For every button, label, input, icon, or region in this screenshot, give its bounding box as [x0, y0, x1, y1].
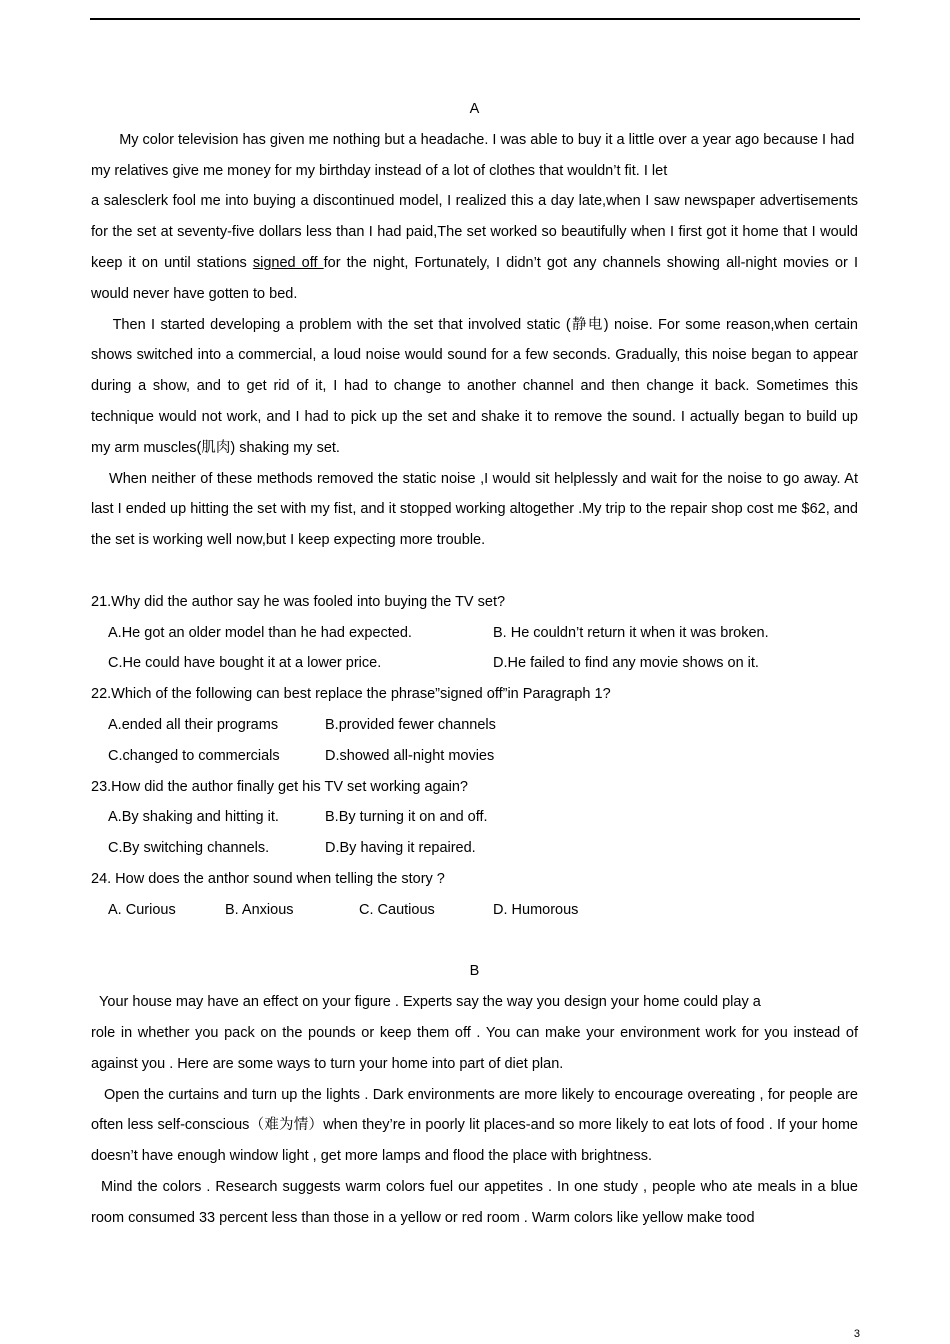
option-a: A. Curious — [108, 901, 176, 918]
section-b-paragraph-1-line-1: Your house may have an effect on your figure . Experts say the way you design your home could play a — [91, 994, 761, 1011]
section-b-paragraph-1-rest: role in whether you pack on the pounds or keep them off . You can make your environment work for you instead of against you . Here are some ways to turn your home into part of diet plan. — [91, 1024, 858, 1072]
option-a: A.By shaking and hitting it. — [108, 809, 279, 826]
option-b: B. Anxious — [225, 901, 294, 918]
section-a-paragraph-1-part-1: My color television has given me nothing but a headache. I was able to buy it a little over a year ago because I had my relatives give me money for my birthday instead of a lot of clothes that wouldn’t fit. I let — [91, 131, 855, 179]
paragraph-text: a salesclerk fool me into buying a discontinued model, I realized this a day late,when I saw newspaper advertisements for the set at seventy-five dollars less than I had paid,The set worked so beautifully when I first got it home that I would keep it on until stations — [91, 193, 858, 271]
option-b: B.By turning it on and off. — [325, 809, 488, 826]
paragraph-text: for the night, Fortunately, I didn’t got any channels showing all-night movies or I would never have gotten to bed. — [91, 254, 858, 302]
option-c: C.He could have bought it at a lower price. — [108, 655, 382, 672]
options-row — [91, 618, 858, 649]
header-rule — [90, 18, 860, 20]
option-b: B. He couldn’t return it when it was broken. — [493, 624, 769, 641]
spacer — [91, 556, 858, 587]
question-stem: 21.Why did the author say he was fooled into buying the TV set? — [91, 593, 506, 610]
page-content — [91, 94, 858, 1233]
option-c: C.By switching channels. — [108, 840, 270, 857]
question-stem: 23.How did the author finally get his TV set working again? — [91, 778, 468, 795]
options-row — [91, 833, 858, 864]
options-row — [91, 710, 858, 741]
option-a: A.He got an older model than he had expected. — [108, 624, 412, 641]
options-row — [91, 802, 858, 833]
section-a-paragraph-3: When neither of these methods removed the static noise ,I would sit helplessly and wait for the noise to go away. At last I ended up hitting the set with my fist, and it stopped working altogether .My trip to the repair shop cost me $62, and the set is working well now,but I keep expecting more trouble. — [91, 470, 858, 549]
section-b-paragraph-3: Mind the colors . Research suggests warm colors fuel our appetites . In one study , people who ate meals in a blue room consumed 33 percent less than those in a yellow or red room . Warm colors like yellow make tood — [91, 1178, 858, 1226]
option-a: A.ended all their programs — [108, 716, 279, 733]
section-b-heading: B — [469, 963, 480, 980]
section-b-paragraph-2: Open the curtains and turn up the lights . Dark environments are more likely to encourage overeating , for people are often less self-conscious（难为情）when they’re in poorly lit places-and so more likely to eat lots of food . If your home doesn’t have enough window light , get more lamps and flood the place with brightness. — [91, 1086, 858, 1165]
option-d: D.showed all-night movies — [325, 747, 495, 764]
question-stem: 22.Which of the following can best replace the phrase”signed off”in Paragraph 1? — [91, 686, 611, 703]
options-row — [91, 648, 858, 679]
option-d: D.By having it repaired. — [325, 840, 476, 857]
question-23 — [91, 772, 858, 864]
question-21 — [91, 587, 858, 679]
underlined-phrase: signed off — [252, 254, 324, 271]
option-c: C.changed to commercials — [108, 747, 280, 764]
option-c: C. Cautious — [359, 901, 435, 918]
option-d: D. Humorous — [493, 901, 579, 918]
section-a-heading: A — [469, 101, 480, 117]
section-a-paragraph-1-part-2 — [91, 186, 858, 309]
page-number: 3 — [853, 1328, 860, 1340]
options-row — [91, 895, 858, 926]
option-b: B.provided fewer channels — [325, 716, 496, 733]
question-24 — [91, 864, 858, 926]
question-22 — [91, 679, 858, 771]
options-row — [91, 741, 858, 772]
option-d: D.He failed to find any movie shows on it. — [493, 655, 759, 672]
spacer — [91, 926, 858, 957]
section-a-paragraph-2: Then I started developing a problem with the set that involved static (静电) noise. For some reason,when certain shows switched into a commercial, a loud noise would sound for a few seconds. Gradually, this noise began to appear during a show, and to get rid of it, I had to change to another channel and then change it back. Sometimes this technique would not work, and I had to pick up the set and shake it to remove the sound. I actually began to build up my arm muscles(肌肉) shaking my set. — [91, 316, 858, 456]
question-stem: 24. How does the anthor sound when telling the story ? — [91, 870, 445, 887]
